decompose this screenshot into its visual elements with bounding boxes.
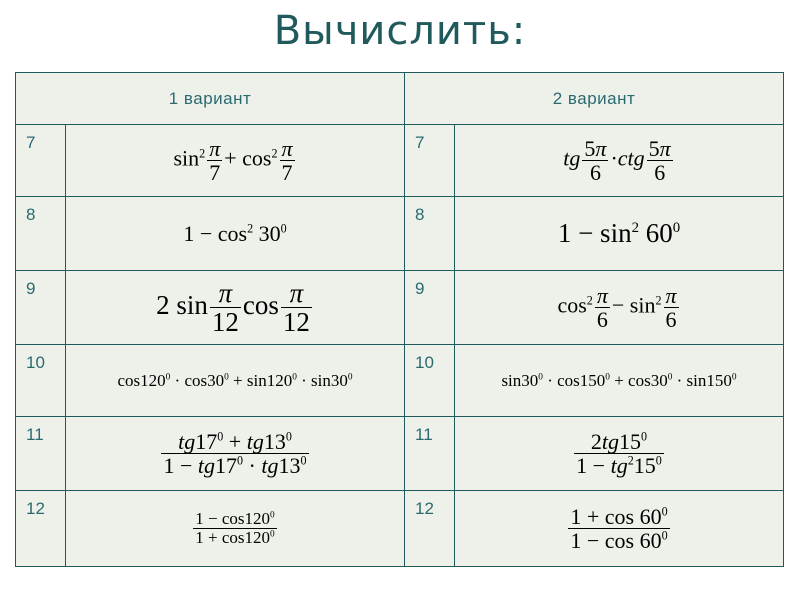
row-number: 11 [405,417,455,491]
formula-r8-v2: $1 - \sin^2 60^0$ [455,197,784,271]
formula-r8-v1: $1 - \cos^2 30^0$ [66,197,405,271]
table-row [16,271,784,345]
row-number: 9 [16,271,66,345]
formula-r7-v1: $\sin^2$ $\frac{\pi}{7}$ + $\cos^2$ $\frac{\pi}{7}$ [66,125,405,197]
variant-1-header: 1 вариант [16,73,405,125]
formula-r12-v2: $\frac{1 + \cos 60^0}{1 - \cos 60^0}$ [455,491,784,567]
row-number: 10 [405,345,455,417]
row-number: 11 [16,417,66,491]
table-row [16,197,784,271]
variant-2-header: 2 вариант [405,73,784,125]
header-row [16,73,784,125]
row-number: 7 [16,125,66,197]
formula-r12-v1: $\frac{1 - \cos 120^0}{1 + \cos 120^0}$ [66,491,405,567]
row-number: 12 [405,491,455,567]
table-row [16,125,784,197]
formula-r7-v2: tg $\frac{5\pi}{6}$ ·ctg $\frac{5\pi}{6}$ [455,125,784,197]
page-title: Вычислить: [273,8,527,54]
row-number: 9 [405,271,455,345]
formula-r11-v2: $\frac{2tg15^0}{1 - tg^215^0}$ [455,417,784,491]
row-number: 8 [16,197,66,271]
row-number: 12 [16,491,66,567]
table-row [16,345,784,417]
table-row [16,417,784,491]
formula-r10-v1: $\cos 120^0 \cdot \cos 30^0 + \sin 120^0 \cdot \sin 30^0$ [66,345,405,417]
formula-r10-v2: $\sin 30^0 \cdot \cos 150^0 + \cos 30^0 \cdot \sin 150^0$ [455,345,784,417]
exercise-table [15,72,784,567]
table-row [16,491,784,567]
row-number: 8 [405,197,455,271]
formula-r9-v1: 2 sin $\frac{\pi}{12}$ cos $\frac{\pi}{12}$ [66,271,405,345]
row-number: 10 [16,345,66,417]
formula-r9-v2: $\cos^2$ $\frac{\pi}{6}$ − $\sin^2$ $\frac{\pi}{6}$ [455,271,784,345]
formula-r11-v1: $\frac{tg17^0 + tg13^0}{1 - tg17^0 \cdot tg13^0}$ [66,417,405,491]
row-number: 7 [405,125,455,197]
